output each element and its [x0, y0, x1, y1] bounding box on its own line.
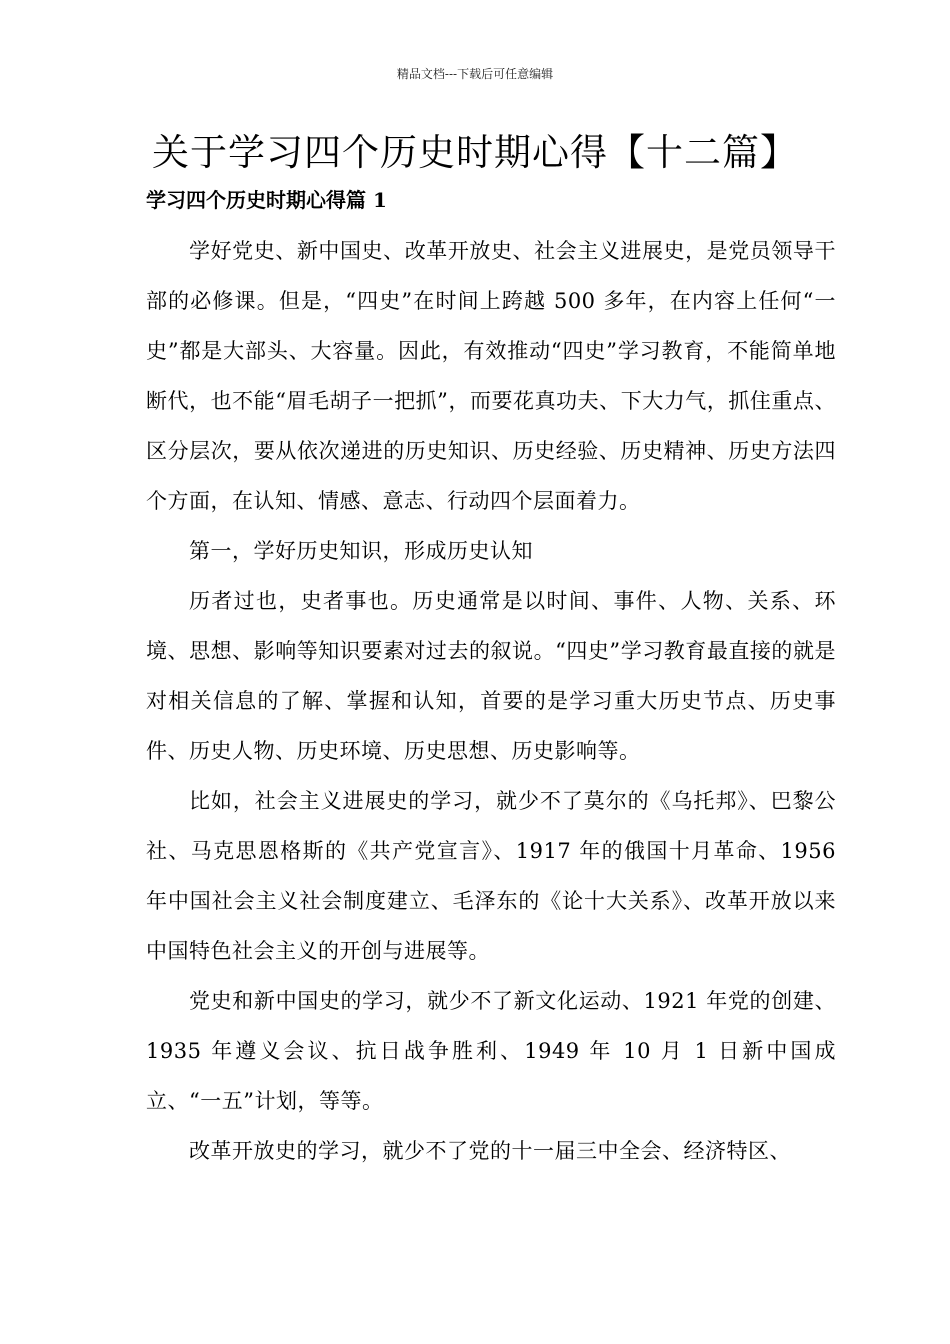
document-title: 关于学习四个历史时期心得【十二篇】 [152, 131, 798, 174]
document-body [146, 226, 836, 1176]
paragraph-reform-example: 改革开放史的学习，就少不了党的十一届三中全会、经济特区、 [189, 1139, 791, 1163]
paragraph-intro: 学好党史、新中国史、改革开放史、社会主义进展史，是党员领导干部的必修课。但是，“四史”在时间上跨越 500 多年，在内容上任何“一史”都是大部头、大容量。因此，有效推动“四史”学习教育，不能简单地断代，也不能“眉毛胡子一把抓”，而要花真功夫、下大力气，抓住重点、区分层次，要从依次递进的历史知识、历史经验、历史精神、历史方法四个方面，在认知、情感、意志、行动四个层面着力。 [146, 239, 836, 513]
paragraph-socialism-example: 比如，社会主义进展史的学习，就少不了莫尔的《乌托邦》、巴黎公社、马克思恩格斯的《共产党宣言》、1917 年的俄国十月革命、1956 年中国社会主义社会制度建立、毛泽东的《论十大关系》、改革开放以来中国特色社会主义的开创与进展等。 [146, 789, 836, 963]
section-subtitle: 学习四个历史时期心得篇 1 [146, 188, 387, 212]
paragraph-heading-first: 第一，学好历史知识，形成历史认知 [189, 539, 533, 563]
paragraph-party-history-example: 党史和新中国史的学习，就少不了新文化运动、1921 年党的创建、1935 年遵义会议、抗日战争胜利、1949 年 10 月 1 日新中国成立、“一五”计划，等等。 [146, 989, 836, 1113]
paragraph-history-knowledge: 历者过也，史者事也。历史通常是以时间、事件、人物、关系、环境、思想、影响等知识要素对过去的叙说。“四史”学习教育最直接的就是对相关信息的了解、掌握和认知，首要的是学习重大历史节点、历史事件、历史人物、历史环境、历史思想、历史影响等。 [146, 589, 836, 763]
header-note: 精品文档---下载后可任意编辑 [396, 67, 554, 81]
